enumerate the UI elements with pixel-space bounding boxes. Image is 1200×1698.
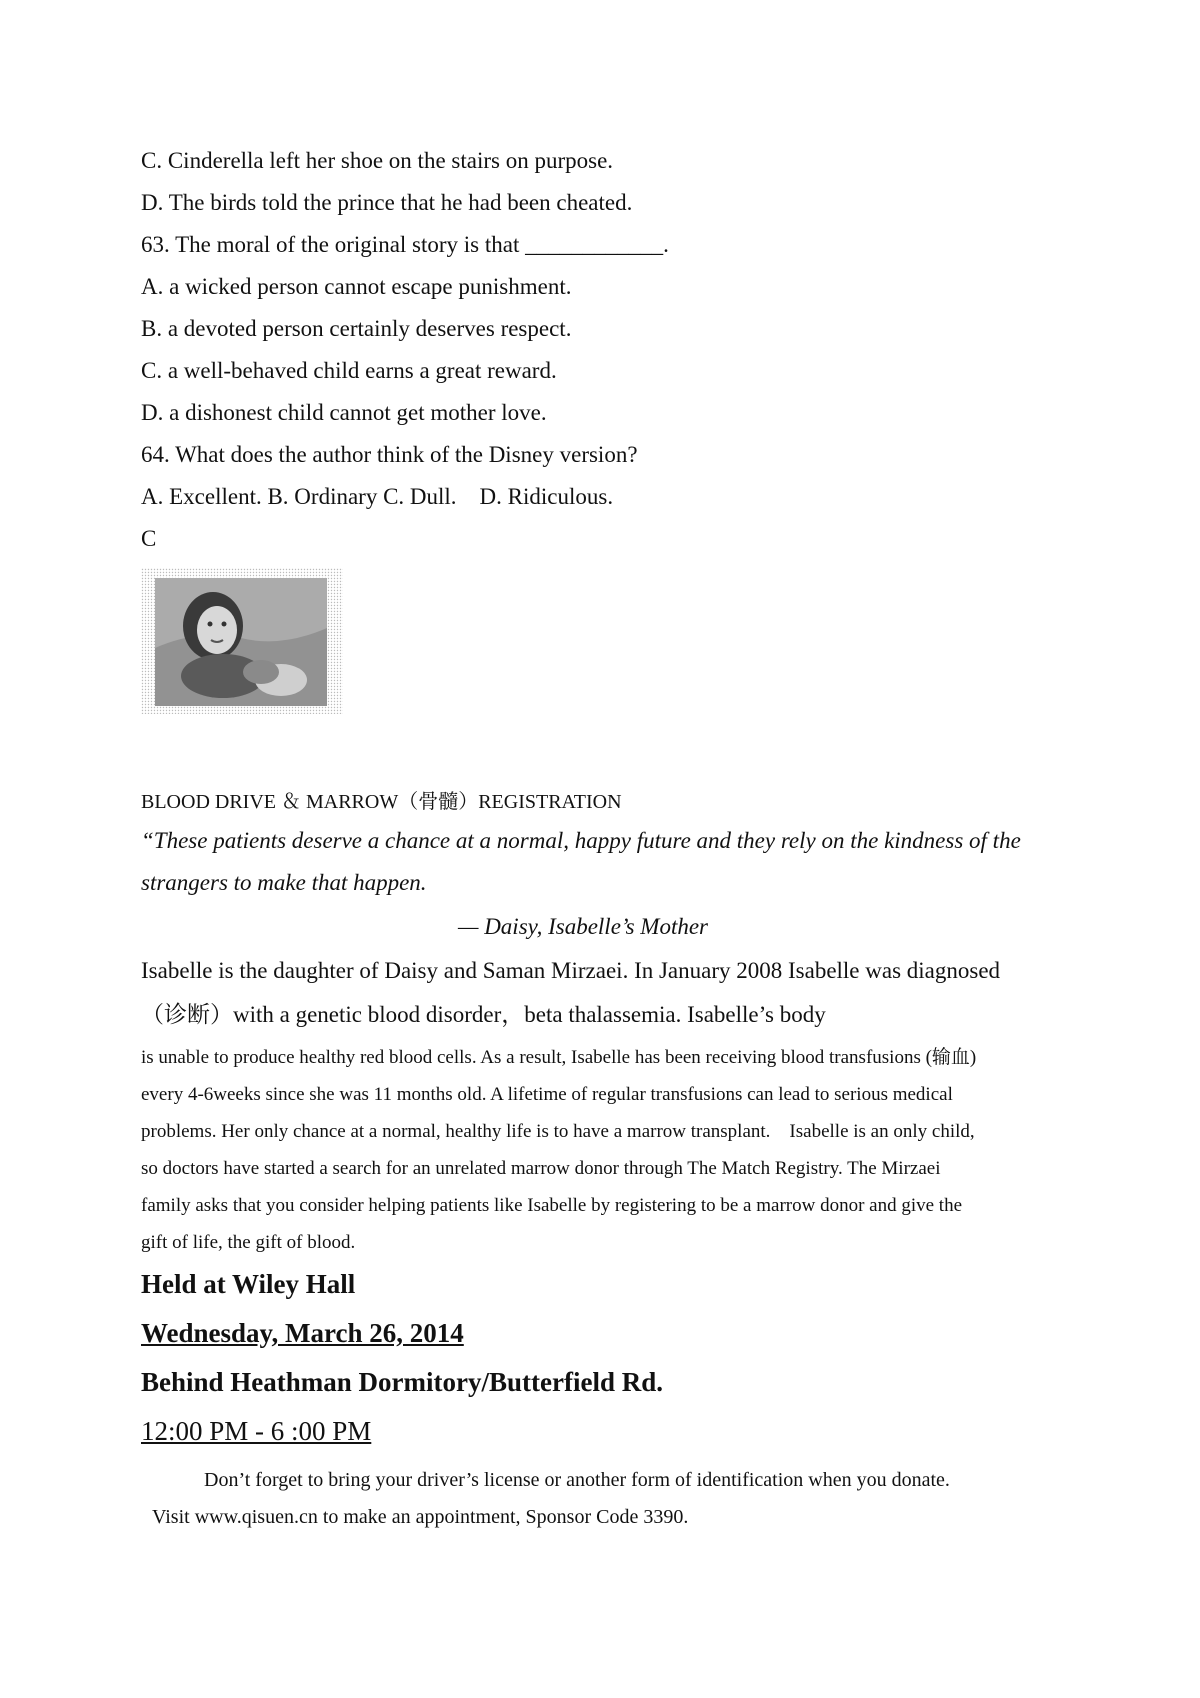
quote-line-1: “These patients deserve a chance at a normal, happy future and they rely on the kindness of the (141, 828, 1021, 853)
event-note-appointment: Visit www.qisuen.cn to make an appointment, Sponsor Code 3390. (152, 1506, 689, 1528)
event-time: 12:00 PM - 6 :00 PM (141, 1416, 372, 1446)
body-line-8: gift of life, the gift of blood. (141, 1232, 356, 1253)
question-63-stem: 63. The moral of the original story is that ____________. (141, 232, 669, 257)
event-location: Behind Heathman Dormitory/Butterfield Rd. (141, 1367, 663, 1397)
quote-attribution: — Daisy, Isabelle’s Mother (458, 914, 709, 939)
body-line-6: so doctors have started a search for an unrelated marrow donor through The Match Registry. The Mirzaei (141, 1158, 941, 1179)
question-62-option-d: D. The birds told the prince that he had been cheated. (141, 190, 633, 215)
question-63-option-c: C. a well-behaved child earns a great reward. (141, 358, 557, 383)
quote-line-2: strangers to make that happen. (141, 870, 427, 895)
section-label: C (141, 526, 157, 551)
body-line-2: （诊断）with a genetic blood disorder，beta thalassemia. Isabelle’s body (141, 1002, 826, 1027)
body-line-7: family asks that you consider helping patients like Isabelle by registering to be a marrow donor and give the (141, 1195, 962, 1216)
question-62-option-c: C. Cinderella left her shoe on the stairs on purpose. (141, 148, 614, 173)
body-line-4: every 4-6weeks since she was 11 months old. A lifetime of regular transfusions can lead to serious medical (141, 1084, 953, 1105)
question-64-options: A. Excellent. B. Ordinary C. Dull. D. Ridiculous. (141, 484, 614, 509)
question-64-stem: 64. What does the author think of the Disney version? (141, 442, 638, 467)
question-63-option-b: B. a devoted person certainly deserves respect. (141, 316, 572, 341)
event-note-id: Don’t forget to bring your driver’s license or another form of identification when you donate. (204, 1469, 950, 1491)
event-venue: Held at Wiley Hall (141, 1269, 356, 1299)
question-63-option-a: A. a wicked person cannot escape punishment. (141, 274, 572, 299)
body-line-5: problems. Her only chance at a normal, healthy life is to have a marrow transplant. Isabelle is an only child, (141, 1121, 975, 1142)
question-63-option-d: D. a dishonest child cannot get mother love. (141, 400, 547, 425)
girl-photo (141, 568, 343, 714)
event-date: Wednesday, March 26, 2014 (141, 1318, 464, 1348)
girl-photo-image (141, 568, 343, 714)
body-line-3: is unable to produce healthy red blood cells. As a result, Isabelle has been receiving blood transfusions (输血) (141, 1047, 977, 1068)
passage-title: BLOOD DRIVE ＆ MARROW（骨髓）REGISTRATION (141, 791, 622, 813)
body-line-1: Isabelle is the daughter of Daisy and Saman Mirzaei. In January 2008 Isabelle was diagnosed (141, 958, 1001, 983)
